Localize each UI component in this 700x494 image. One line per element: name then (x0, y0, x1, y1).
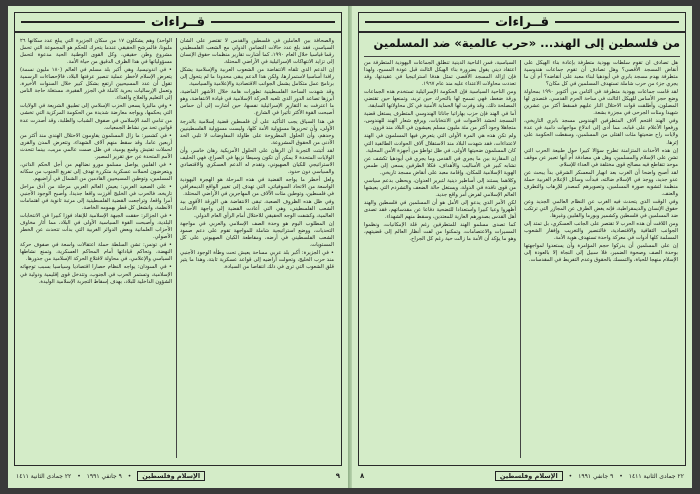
left-page (8, 6, 348, 488)
right-page-column-2 (364, 60, 516, 458)
footer-magazine-name: الإسلام وفلسطين (137, 471, 205, 481)
paragraph: • في الجزائر: حققت الجبهة الإسلامية للإنقاذ فوزا كبيرا في الانتخابات البلدية، وأصبحت القوة السياسية الأولى في البلاد، مما أثار مخاوف الأحزاب العلمانية وبعض الدوائر الغربية التي بدأت تتحدث عن الخطر الأصولي. (20, 213, 172, 241)
paragraph: ولم تكن هذه هي المرة الأولى التي يتعرض فيها المسلمون في الهند لاعتداءات، فقد شهدت البلاد منذ الاستقلال آلاف الحوادث الطائفية التي كان المسلمون ضحيتها الأولى، في ظل تواطؤ من أجهزة الأمن المحلية. (364, 133, 516, 154)
footer-date: ٩ جانفي ١٩٩١ (578, 472, 614, 480)
paragraph: • على الصعيد العربي: يعيش العالم العربي مرحلة من أدق مراحل تاريخه، فالحرب في الخليج أفرزت واقعا جديدا، وأصبح الوجود الأجنبي أمرا واقعا، وتراجعت القضية الفلسطينية إلى مرتبة ثانوية في اهتمامات الأنظمة، وانشغل كل قطر بهمومه الخاصة. (20, 183, 172, 212)
paragraph: إن الدعم الذي تلقاه الانتفاضة من الشعوب العربية والإسلامية يشكل رافدا أساسيا لاستمرارها، ولكن هذا الدعم يبقى محدودا ما لم يتحول إلى برنامج عمل متكامل يشمل الجوانب الاقتصادية والإعلامية والسياسية. (180, 67, 334, 88)
paragraph: • في السودان: يواجه النظام حصارا اقتصاديا وسياسيا بسبب توجهاته الإسلامية، وتستمر الحرب في الجنوب، وتتدخل قوى إقليمية ودولية في الشؤون الداخلية للبلاد، بهدف إسقاط التجربة الإسلامية الوليدة. (20, 264, 172, 285)
magazine-spread (8, 6, 692, 488)
page-number: ٨ (360, 471, 365, 480)
paragraph: لقد أثبتت التجربة أن الرهان على الحلول الأمريكية رهان خاسر، وأن الولايات المتحدة لا يمكن أن تكون وسيطا نزيها في الصراع، فهي الحليف الاستراتيجي للكيان الصهيوني، وتقدم له الدعم العسكري والاقتصادي والسياسي دون حدود. (180, 147, 334, 175)
header-rule-right (211, 21, 335, 23)
left-page-header (14, 12, 342, 32)
left-page-column-2 (180, 38, 334, 458)
paragraph: كما تصدى مسلمو الهند للمتطرفين رغم قلة الإمكانيات، ونظموا المسيرات والاعتصامات، وتمكنوا من لفت أنظار العالم إلى قضيتهم، وهو ما يؤكد أن الأمة ما زالت حية رغم كل الجراح. (364, 222, 516, 243)
paragraph: • وفي ماليزيا يسعى الحزب الإسلامي إلى تطبيق الشريعة في الولايات التي يحكمها، ويواجه معارضة شديدة من الحكومة المركزية التي تخشى من تنامي المد الإسلامي في صفوف الشباب والطلبة، وقد أصدرت عدة قوانين تحد من نشاط الجمعيات. (20, 103, 172, 131)
paragraph: ومن اللافت أن هذه الحرب لا تقتصر على الجانب العسكري، بل تمتد إلى الجوانب الثقافية والاقتصادية، فالتنصير والتغريب وإفقار الشعوب المسلمة كلها أدوات في معركة واحدة تستهدف هوية الأمة. (524, 221, 678, 242)
footer-hijri-date: ٢٢ جمادى الثانية ١٤١١ (16, 472, 72, 480)
paragraph: ومن الناحية السياسية فإن الحكومة الإسرائيلية تستخدم هذه الجماعات ورقة ضغط، فهي تسمح لها بالتحرك حين تريد، وتمنعها حين تقتضي المصلحة ذلك، وقد وفرت لها الحماية الأمنية في كل محاولاتها السابقة. (364, 89, 516, 110)
right-page-header (358, 12, 686, 32)
paragraph: • في اندونيسيا، وهي أكبر بلد مسلم في العالم (١٨٠ مليون نسمة) يتعرض الإسلام لأخطر عملية تنصير عرفتها البلاد، فالإحصاءات الرسمية تقول أن عدد المسيحيين ارتفع بشكل كبير خلال السنوات الأخيرة، وتعمل الإرساليات بحرية كاملة في الجزر الفقيرة، مستغلة حاجة الناس إلى التعليم والعلاج والغذاء. (20, 67, 172, 102)
footer-info: ٢٢ جمادى الثانية ١٤١١ • ٩ جانفي ١٩٩١ • الإسلام وفلسطين (495, 472, 684, 480)
column-divider (176, 38, 177, 458)
paragraph: ولعل أخطر ما يواجه القضية في هذه المرحلة هو الهجرة اليهودية الواسعة من الاتحاد السوفياتي، التي تهدف إلى تغيير الواقع الديمغرافي في فلسطين، وتوطين مئات الآلاف من المهاجرين في الأراضي المحتلة. (180, 176, 334, 197)
section-title: قــراءات (150, 14, 206, 30)
paragraph: • في الفلبين يواصل مسلمو مورو نضالهم من أجل الحكم الذاتي، ويتعرضون لحملات عسكرية متكررة تهدف إلى تفريغ الجنوب من سكانه المسلمين، وتوطين المسيحيين القادمين من الشمال في أراضيهم. (20, 161, 172, 182)
footer-hijri-date: ٢٢ جمادى الثانية ١٤١١ (628, 472, 684, 480)
paragraph: لكن الأمر الذي يدعو إلى الأمل هو أن المسلمين في فلسطين والهند أظهروا وعيا كبيرا واستعدادا للتضحية دفاعا عن مقدساتهم، فقد تصدى أهل القدس بصدورهم العارية للمعتدين، وسقط منهم الشهداء. (364, 199, 516, 220)
footer-date: ٩ جانفي ١٩٩١ (86, 472, 122, 480)
paragraph: السياسية، فمن الناحية الدينية تنطلق الجماعات اليهودية المتطرفة من اعتقاد ديني يقول بضرورة بناء الهيكل الثالث قبل عودة المسيح، ولهذا فإن إزالة المسجد الأقصى تمثل هدفا استراتيجيا في عقيدتها، وقد تعددت محاولات الاعتداء عليه منذ عام ١٩٦٧. (364, 60, 516, 88)
paragraph: • في تونس: تشن السلطة حملة اعتقالات واسعة في صفوف حركة النهضة، وتحاكم قياداتها أمام المحاكم العسكرية، وتمنع نشاطها السياسي والإعلامي، في محاولة لاقتلاع الحركة الإسلامية من جذورها. (20, 242, 172, 263)
paragraph: والصحافة بين العاملين في فلسطين والقدس لا تقتصر على الشأن السياسي، فقد بلغ عدد حالات التضامن الدولي مع الشعب الفلسطيني رقما قياسيا خلال العام ١٩٩٠، كما أشارت تقارير منظمات حقوق الإنسان إلى تزايد الانتهاكات الإسرائيلية في الأراضي المحتلة. (180, 38, 334, 66)
right-page (352, 6, 692, 488)
paragraph: وفي ظل هذه الظروف الصعبة، تبقى الانتفاضة هي الورقة الأقوى بيد الشعب الفلسطيني، وهي التي أعادت القضية إلى واجهة الأحداث العالمية، وكشفت الوجه الحقيقي للاحتلال أمام الرأي العام الدولي. (180, 199, 334, 220)
paragraph: إن على المسلمين أن يدركوا حجم المؤامرة وأن يستعدوا لمواجهتها بوحدة الصف وصحوة الضمير، فلا سبيل إلى النجاة إلا بالعودة إلى الإسلام منهجا للحياة، والتمسك بالحقوق وعدم التفريط في المقدسات. (524, 243, 678, 264)
page-number: ٩ (335, 471, 340, 480)
paragraph: إن المقارنة بين ما يجري في القدس وما يجري في أيودهيا تكشف عن تشابه كبير في الأساليب والأهداف، فكلا الطرفين يسعى إلى طمس الهوية الإسلامية للمكان، وإقامة معبد على أنقاض مسجد تاريخي. (364, 155, 516, 176)
paragraph: أما في الهند فإن حزب بهاراتيا جاناتا الهندوسي المتطرف يستغل قضية المسجد لحشد الأصوات في الانتخابات، ويرفع شعار الهند للهندوس، متجاهلا وجود أكثر من مئة مليون مسلم يعيشون في البلاد منذ قرون. (364, 111, 516, 132)
paragraph: وقد شهدت الساحة الفلسطينية تطورات هامة خلال الأشهر الماضية، أبرزها تصاعد الدور الذي تلعبه الحركة الإسلامية في قيادة الانتفاضة، وهو ما اعترفت به التقارير الإسرائيلية نفسها، حين أشارت إلى أن حماس أصبحت القوة الأكثر تأثيرا في الشارع. (180, 89, 334, 117)
right-page-footer (360, 469, 684, 482)
left-page-footer (16, 469, 340, 482)
paragraph: وفي الوقت الذي يتحدث فيه الغرب عن النظام العالمي الجديد وعن حقوق الإنسان والديمقراطية، فإنه يغض الطرف عن المجازر التي ترتكب ضد المسلمين في فلسطين وكشمير وبورما والفلبين وغيرها. (524, 198, 678, 219)
paragraph: لقد أصبح واضحا أن الغرب بعد انهيار المعسكر الشرقي بدأ يبحث عن عدو جديد، ووجد في الإسلام ضالته، فبدأت وسائل الإعلام الغربية حملة منظمة لتشويه صورة المسلمين، وتصويرهم كمصدر للإرهاب والتطرف والعنف. (524, 169, 678, 197)
header-rule-right (555, 21, 679, 23)
headline-rule (364, 56, 680, 57)
right-page-column-1 (524, 60, 678, 458)
paragraph: وفي الهند اقتحم آلاف المتطرفين الهندوس مسجد بابري التاريخي، ورفعوا الأعلام على قبابه، مما أدى إلى اندلاع مواجهات دامية في عدة ولايات راح ضحيتها مئات القتلى من المسلمين، وسقطت الحكومة على إثرها. (524, 118, 678, 146)
left-page-column-1 (20, 38, 172, 458)
paragraph: • في الجزيرة: أكبر بلد عربي مساحة يعيش تحت وطأة الوجود الأجنبي منذ حرب الخليج، وتحولت أراضيه إلى قواعد عسكرية ثابتة، وهذا ما يثير قلق الشعوب التي ترى في ذلك انتقاصا من السيادة. (180, 250, 334, 271)
section-title: قــراءات (494, 14, 550, 30)
footer-magazine-name: الإسلام وفلسطين (495, 471, 563, 481)
paragraph: إن هذه الأحداث المتزامنة تطرح سؤالا كبيرا حول طبيعة الحرب التي تشن على الإسلام والمسلمين، وهل هي مصادفة أم أنها تعبير عن موقف موحد تتقاطع فيه مصالح قوى مختلفة في العداء للإسلام. (524, 147, 678, 168)
header-rule-left (365, 21, 489, 23)
article-headline: من فلسطين إلى الهند... «حرب عالمية» ضد المسلمين (373, 36, 680, 50)
paragraph: • في كشمير: ما زال المسلمون يقاومون الاحتلال الهندي منذ أكثر من أربعين عاما، وقد سقط منهم آلاف الشهداء، وتتعرض المدن والقرى لحملات تفتيش وقمع يومية، في ظل صمت عالمي مريب، بينما تتحدث الأمم المتحدة عن حق تقرير المصير. (20, 132, 172, 160)
paragraph: الواحد) وهم يشكلون ١٧ من سكان الجزيرة التي يبلغ عدد سكانها ٢٦ مليونا، فالمرشح الحقيقي عندما يتحرك للحكم هو المجموعة التي تحمل مشروع وطن حقيقي، وكل القوى الوطنية الحية مدعوة لتحمل مسؤولياتها في هذا الظرف الدقيق من حياة الأمة. (20, 38, 172, 66)
paragraph: في هذا السياق يجب التأكيد على أن فلسطين قضية إسلامية بالدرجة الأولى، وأن تحريرها مسؤولية الأمة كلها، وليست مسؤولية الفلسطينيين وحدهم، وأن الحلول المطروحة على طاولة المفاوضات لا تلبي الحد الأدنى من الحقوق المشروعة. (180, 118, 334, 146)
header-rule-left (21, 21, 145, 23)
paragraph: هل تصادف أن تقوم سلطات بهودية متطرفة بإعادة بناء الهيكل على أنقاض المسجد الأقصى؟ وهل تصادف أن تقوم جماعات هندوسية متطرفة بهدم مسجد بابري في أيودهيا لبناء معبد على أنقاضه؟ أم أن ما يجري جزء من حرب شاملة تستهدف المسلمين في كل مكان؟ (524, 60, 678, 88)
column-divider (520, 60, 521, 458)
paragraph: وكلاهما يستند إلى أساطير دينية لتبرير العدوان، ويحظى بدعم سياسي من قوى نافذة في الدولة، ويستغل حالة الضعف والتشرذم التي يعيشها العالم الإسلامي لفرض أمر واقع جديد. (364, 177, 516, 198)
paragraph: إن المطلوب اليوم هو وحدة الصف الإسلامي والعربي في مواجهة التحديات، ووضع استراتيجية شاملة للمواجهة تقوم على دعم صمود الشعب الفلسطيني في أرضه، ومقاطعة الكيان الصهيوني على كل المستويات. (180, 221, 334, 249)
footer-info: الإسلام وفلسطين • ٩ جانفي ١٩٩١ • ٢٢ جمادى الثانية ١٤١١ (16, 472, 205, 480)
paragraph: لقد قامت جماعات يهودية متطرفة في الثامن من أكتوبر ١٩٩٠ بمحاولة وضع حجر الأساس للهيكل الثالث في ساحة الحرم القدسي، فتصدى لها المصلون، وأطلقت قوات الاحتلال النار عليهم فسقط أكثر من عشرين شهيدا ومئات الجرحى في مجزرة بشعة. (524, 89, 678, 117)
